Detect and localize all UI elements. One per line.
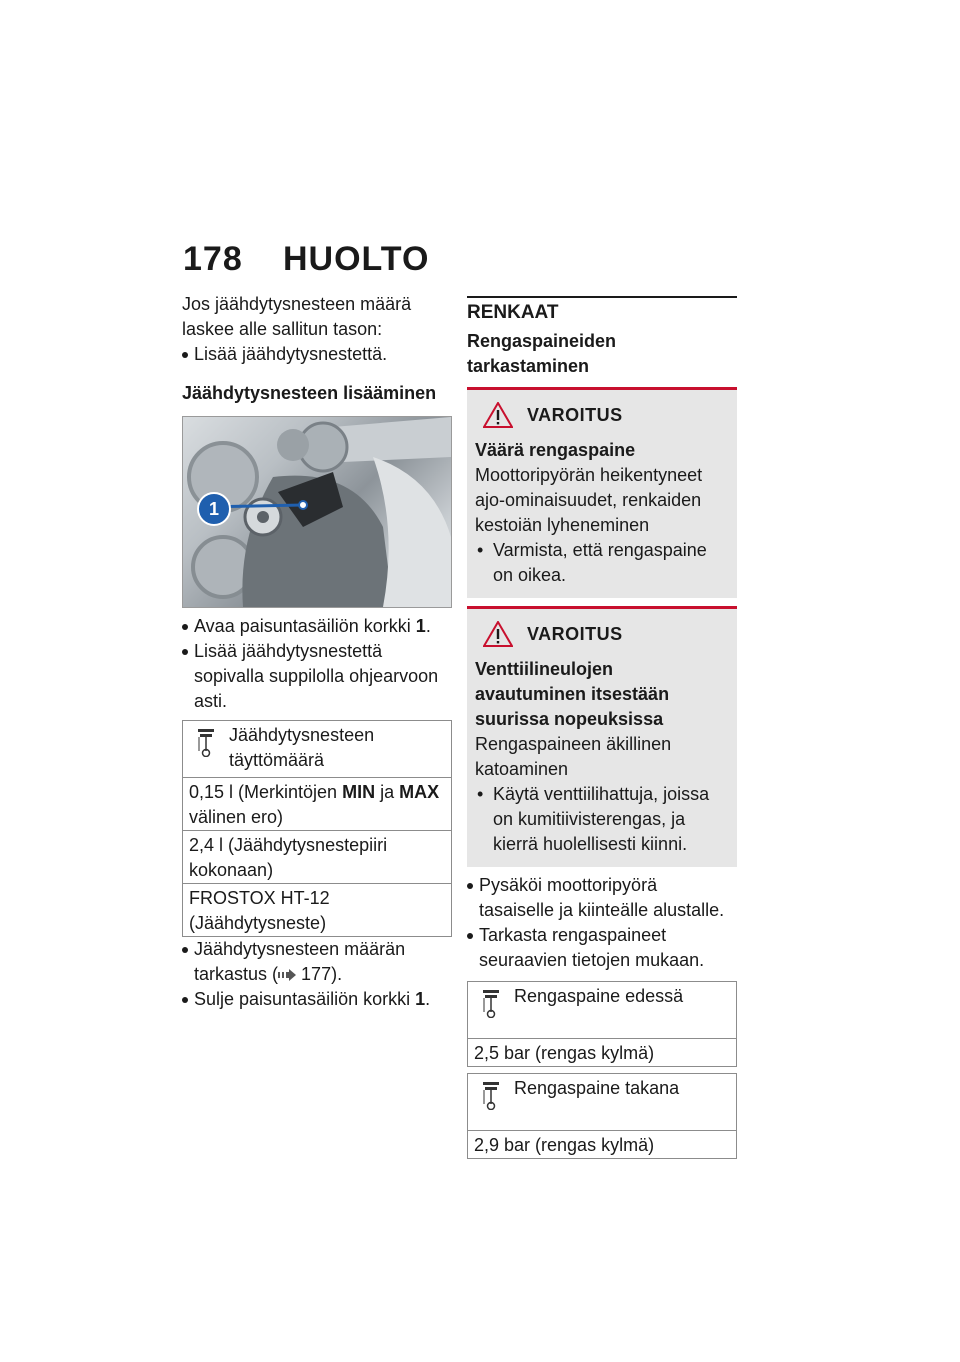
step-text: Sulje paisuntasäiliön korkki: [194, 989, 416, 1009]
warning-box: [467, 606, 737, 867]
spec-gauge-icon: [183, 721, 229, 777]
spec-gauge-icon: [468, 982, 514, 1038]
right-column: [467, 296, 737, 1159]
coolant-reservoir-photo: [182, 416, 452, 608]
warning-title: Venttiilineulojen avautuminen itsestään suurissa nopeuksissa: [475, 659, 670, 729]
warning-bullet: • Käytä venttiilihattuja, joissa on kumitiivisterengas, ja kierrä huolellisesti kiinni.: [475, 782, 729, 857]
section-rule: [467, 296, 737, 298]
spec-row: FROSTOX HT-12 (Jäähdytysneste): [183, 884, 451, 937]
front-pressure-spec: [467, 981, 737, 1067]
coolant-heading: Jäähdytysnesteen lisääminen: [182, 383, 437, 403]
tyres-section-title: RENKAAT: [467, 302, 559, 323]
intro-text: Jos jäähdytysnesteen määrä laskee alle sallitun tason:: [182, 294, 412, 339]
warning-box: [467, 387, 737, 598]
warning-body: Moottoripyörän heikentyneet ajo-ominaisuudet, renkaiden kestoiän lyheneminen: [475, 465, 703, 535]
warning-bullet: • Varmista, että rengaspaine on oikea.: [475, 538, 729, 588]
warning-title: Väärä rengaspaine: [475, 440, 636, 460]
spec-value: 2,5 bar (rengas kylmä): [468, 1039, 736, 1067]
rear-pressure-spec: [467, 1073, 737, 1159]
spec-row: [183, 778, 451, 831]
left-column: [182, 292, 452, 1012]
step-park: Pysäköi moottoripyörä tasaiselle ja kiinteälle alustalle.: [467, 873, 737, 923]
warning-triangle-icon: [483, 621, 513, 647]
spec-title: Jäähdytysnesteen täyttömäärä: [229, 725, 375, 770]
page-header: [183, 240, 429, 279]
spec-text: ja: [375, 782, 400, 802]
step-ref: 1: [415, 616, 426, 636]
step-text: Jäähdytysnesteen määrän tarkastus (: [194, 939, 406, 984]
page-reference-arrow-icon: [278, 969, 296, 981]
spec-title: Rengaspaine takana: [514, 1078, 680, 1098]
spec-text: välinen ero): [189, 807, 284, 827]
spec-gauge-icon: [468, 1074, 514, 1130]
spec-text: 0,15 l (Merkintöjen: [189, 782, 343, 802]
step-open-cap: [182, 614, 452, 639]
step-ref: 177: [301, 964, 332, 984]
step-end: ).: [331, 964, 343, 984]
step-close-cap: [182, 987, 452, 1012]
spec-row: 2,4 l (Jäähdytysnestepiiri kokonaan): [183, 831, 451, 884]
step-check-level: [182, 937, 452, 987]
step-text: Avaa paisuntasäiliön korkki: [194, 616, 416, 636]
spec-min: MIN: [342, 782, 376, 802]
coolant-spec-table: [182, 720, 452, 937]
spec-header: [183, 721, 451, 778]
tyre-pressure-heading: Rengaspaineiden tarkastaminen: [467, 331, 617, 376]
step-ref: 1: [415, 989, 426, 1009]
spec-max: MAX: [399, 782, 440, 802]
spec-header: [468, 982, 736, 1039]
step-end: .: [425, 989, 431, 1009]
step-end: .: [425, 616, 431, 636]
warning-triangle-icon: [483, 402, 513, 428]
step-check-pressure: Tarkasta rengaspaineet seuraavien tietojen mukaan.: [467, 923, 737, 973]
figure-callout-label: 1: [208, 499, 219, 519]
warning-label: VAROITUS: [527, 404, 623, 425]
step-add-coolant: Lisää jäähdytysnestettä sopivalla suppilolla ohjearvoon asti.: [182, 639, 452, 714]
page-number: 178: [183, 240, 243, 278]
spec-value: 2,9 bar (rengas kylmä): [468, 1131, 736, 1159]
intro-bullet: Lisää jäähdytysnestettä.: [182, 342, 452, 367]
section-title: HUOLTO: [283, 240, 430, 278]
warning-header: [483, 402, 729, 428]
warning-body: Rengaspaineen äkillinen katoaminen: [475, 734, 672, 779]
spec-title: Rengaspaine edessä: [514, 986, 684, 1006]
figure-callout: [197, 492, 231, 526]
spec-header: [468, 1074, 736, 1131]
warning-label: VAROITUS: [527, 623, 623, 644]
warning-header: [483, 621, 729, 647]
